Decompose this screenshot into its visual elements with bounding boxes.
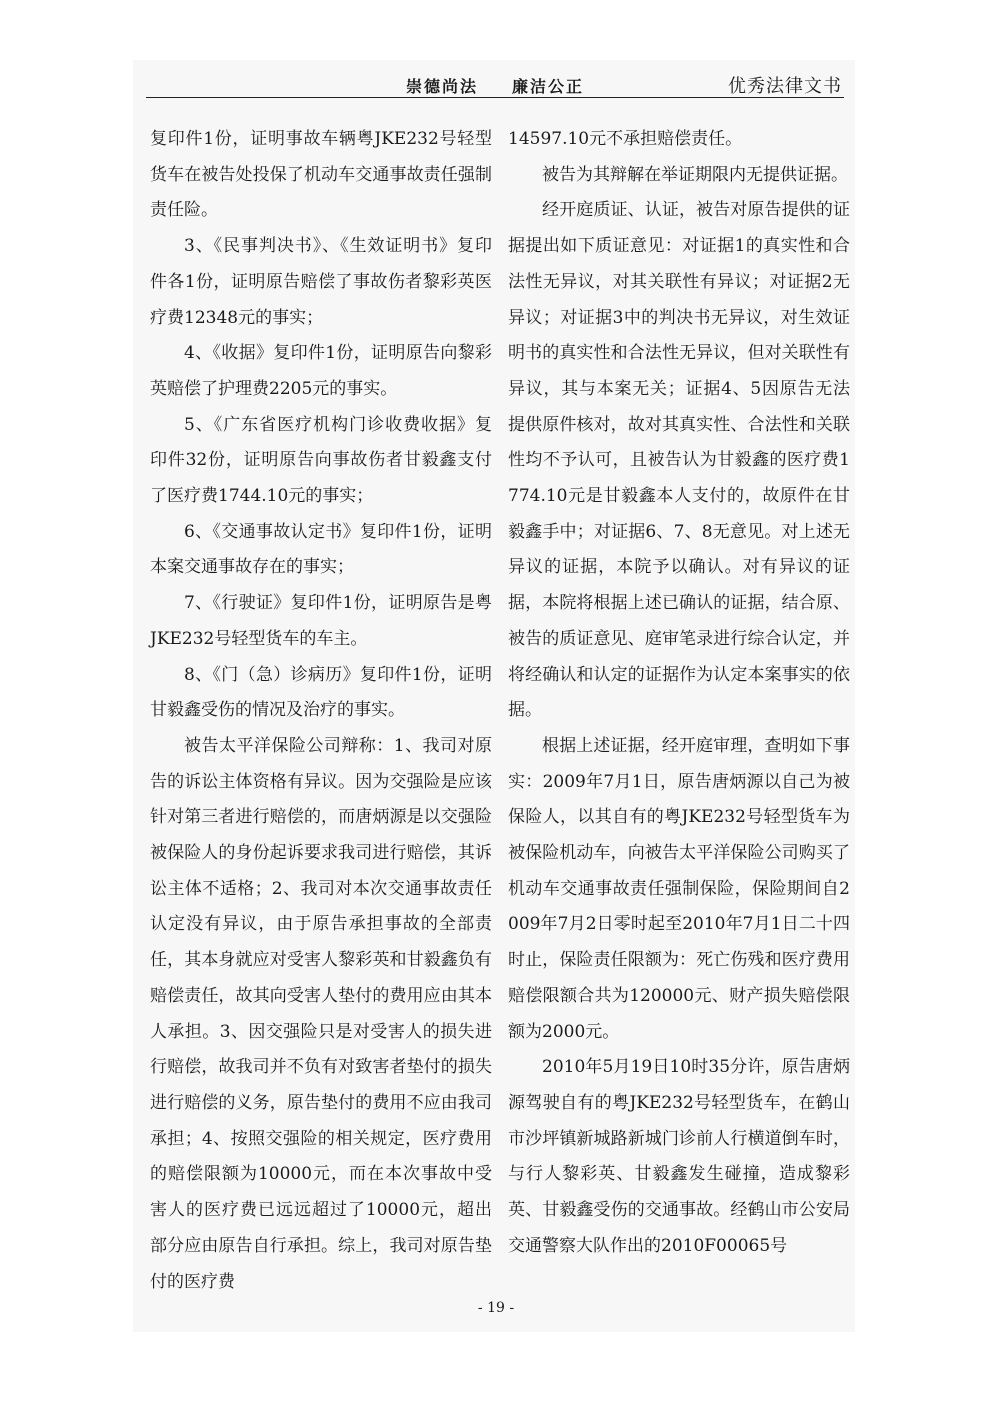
- paragraph: 4、《收据》复印件1份，证明原告向黎彩英赔偿了护理费2205元的事实。: [150, 343, 492, 399]
- left-column: [150, 122, 492, 1300]
- paragraph: 经开庭质证、认证，被告对原告提供的证据提出如下质证意见：对证据1的真实性和合法性无异议，对其关联性有异议；对证据2无异议；对证据3中的判决书无异议，对生效证明书的真实性和合法性无异议，但对关联性有异议，其与本案无关；证据4、5因原告无法提供原件核对，故对其真实性、合法性和关联性均不予认可，且被告认为甘毅鑫的医疗费1774.10元是甘毅鑫本人支付的，故原件在甘毅鑫手中；对证据6、7、8无意见。对上述无异议的证据，本院予以确认。对有异议的证据，本院将根据上述已确认的证据，结合原、被告的质证意见、庭审笔录进行综合认定，并将经确认和认定的证据作为认定本案事实的依据。: [508, 200, 850, 721]
- paragraph: 6、《交通事故认定书》复印件1份，证明本案交通事故存在的事实；: [150, 521, 492, 578]
- paragraph: 8、《门（急）诊病历》复印件1份，证明甘毅鑫受伤的情况及治疗的事实。: [150, 664, 492, 721]
- right-column: [508, 122, 850, 1265]
- paragraph: 被告太平洋保险公司辩称：1、我司对原告的诉讼主体资格有异议。因为交强险是应该针对第三者进行赔偿的，而唐炳源是以交强险被保险人的身份起诉要求我司进行赔偿，其诉讼主体不适格；2、我司对本次交通事故责任认定没有异议，由于原告承担事故的全部责任，其本身就应对受害人黎彩英和甘毅鑫负有赔偿责任，故其向受害人垫付的费用应由其本人承担。3、因交强险只是对受害人的损失进行赔偿，故我司并不负有对致害者垫付的损失进行赔偿的义务，原告垫付的费用不应由我司承担；4、按照交强险的相关规定，医疗费用的赔偿限额为10000元，而在本次事故中受害人的医疗费已远远超过了10000元，超出部分应由原告自行承担。综上，我司对原告垫付的医疗费: [150, 735, 492, 1292]
- paragraph: 5、《广东省医疗机构门诊收费收据》复印件32份，证明原告向事故伤者甘毅鑫支付了医疗费1744.10元的事实；: [150, 414, 492, 507]
- paragraph: 根据上述证据，经开庭审理，查明如下事实：2009年7月1日，原告唐炳源以自己为被保险人，以其自有的粤JKE232号轻型货车为被保险机动车，向被告太平洋保险公司购买了机动车交通事故责任强制保险，保险期间自2009年7月2日零时起至2010年7月1日二十四时止，保险责任限额为：死亡伤残和医疗费用赔偿限额合共为120000元、财产损失赔偿限额为2000元。: [508, 735, 850, 1042]
- header-motto: [406, 74, 584, 97]
- header-brand: 优秀法律文书: [728, 76, 842, 97]
- paragraph: 复印件1份，证明事故车辆粤JKE232号轻型货车在被告处投保了机动车交通事故责任强制责任险。: [150, 129, 492, 221]
- page-header: [146, 70, 844, 100]
- paragraph: 2010年5月19日10时35分许，原告唐炳源驾驶自有的粤JKE232号轻型货车，在鹤山市沙坪镇新城路新城门诊前人行横道倒车时，与行人黎彩英、甘毅鑫发生碰撞，造成黎彩英、甘毅鑫受伤的交通事故。经鹤山市公安局交通警察大队作出的2010F00065号: [508, 1057, 850, 1256]
- paragraph: 被告为其辩解在举证期限内无提供证据。: [542, 164, 848, 185]
- motto-right: 廉洁公正: [511, 77, 584, 96]
- page-number: - 19 -: [477, 1300, 515, 1316]
- paragraph: 3、《民事判决书》、《生效证明书》复印件各1份，证明原告赔偿了事故伤者黎彩英医疗费12348元的事实；: [150, 236, 492, 328]
- motto-left: 崇德尚法: [405, 77, 478, 96]
- header-rule: [146, 97, 844, 98]
- paragraph: 14597.10元不承担赔偿责任。: [508, 129, 743, 149]
- paragraph: 7、《行驶证》复印件1份，证明原告是粤JKE232号轻型货车的车主。: [150, 593, 492, 649]
